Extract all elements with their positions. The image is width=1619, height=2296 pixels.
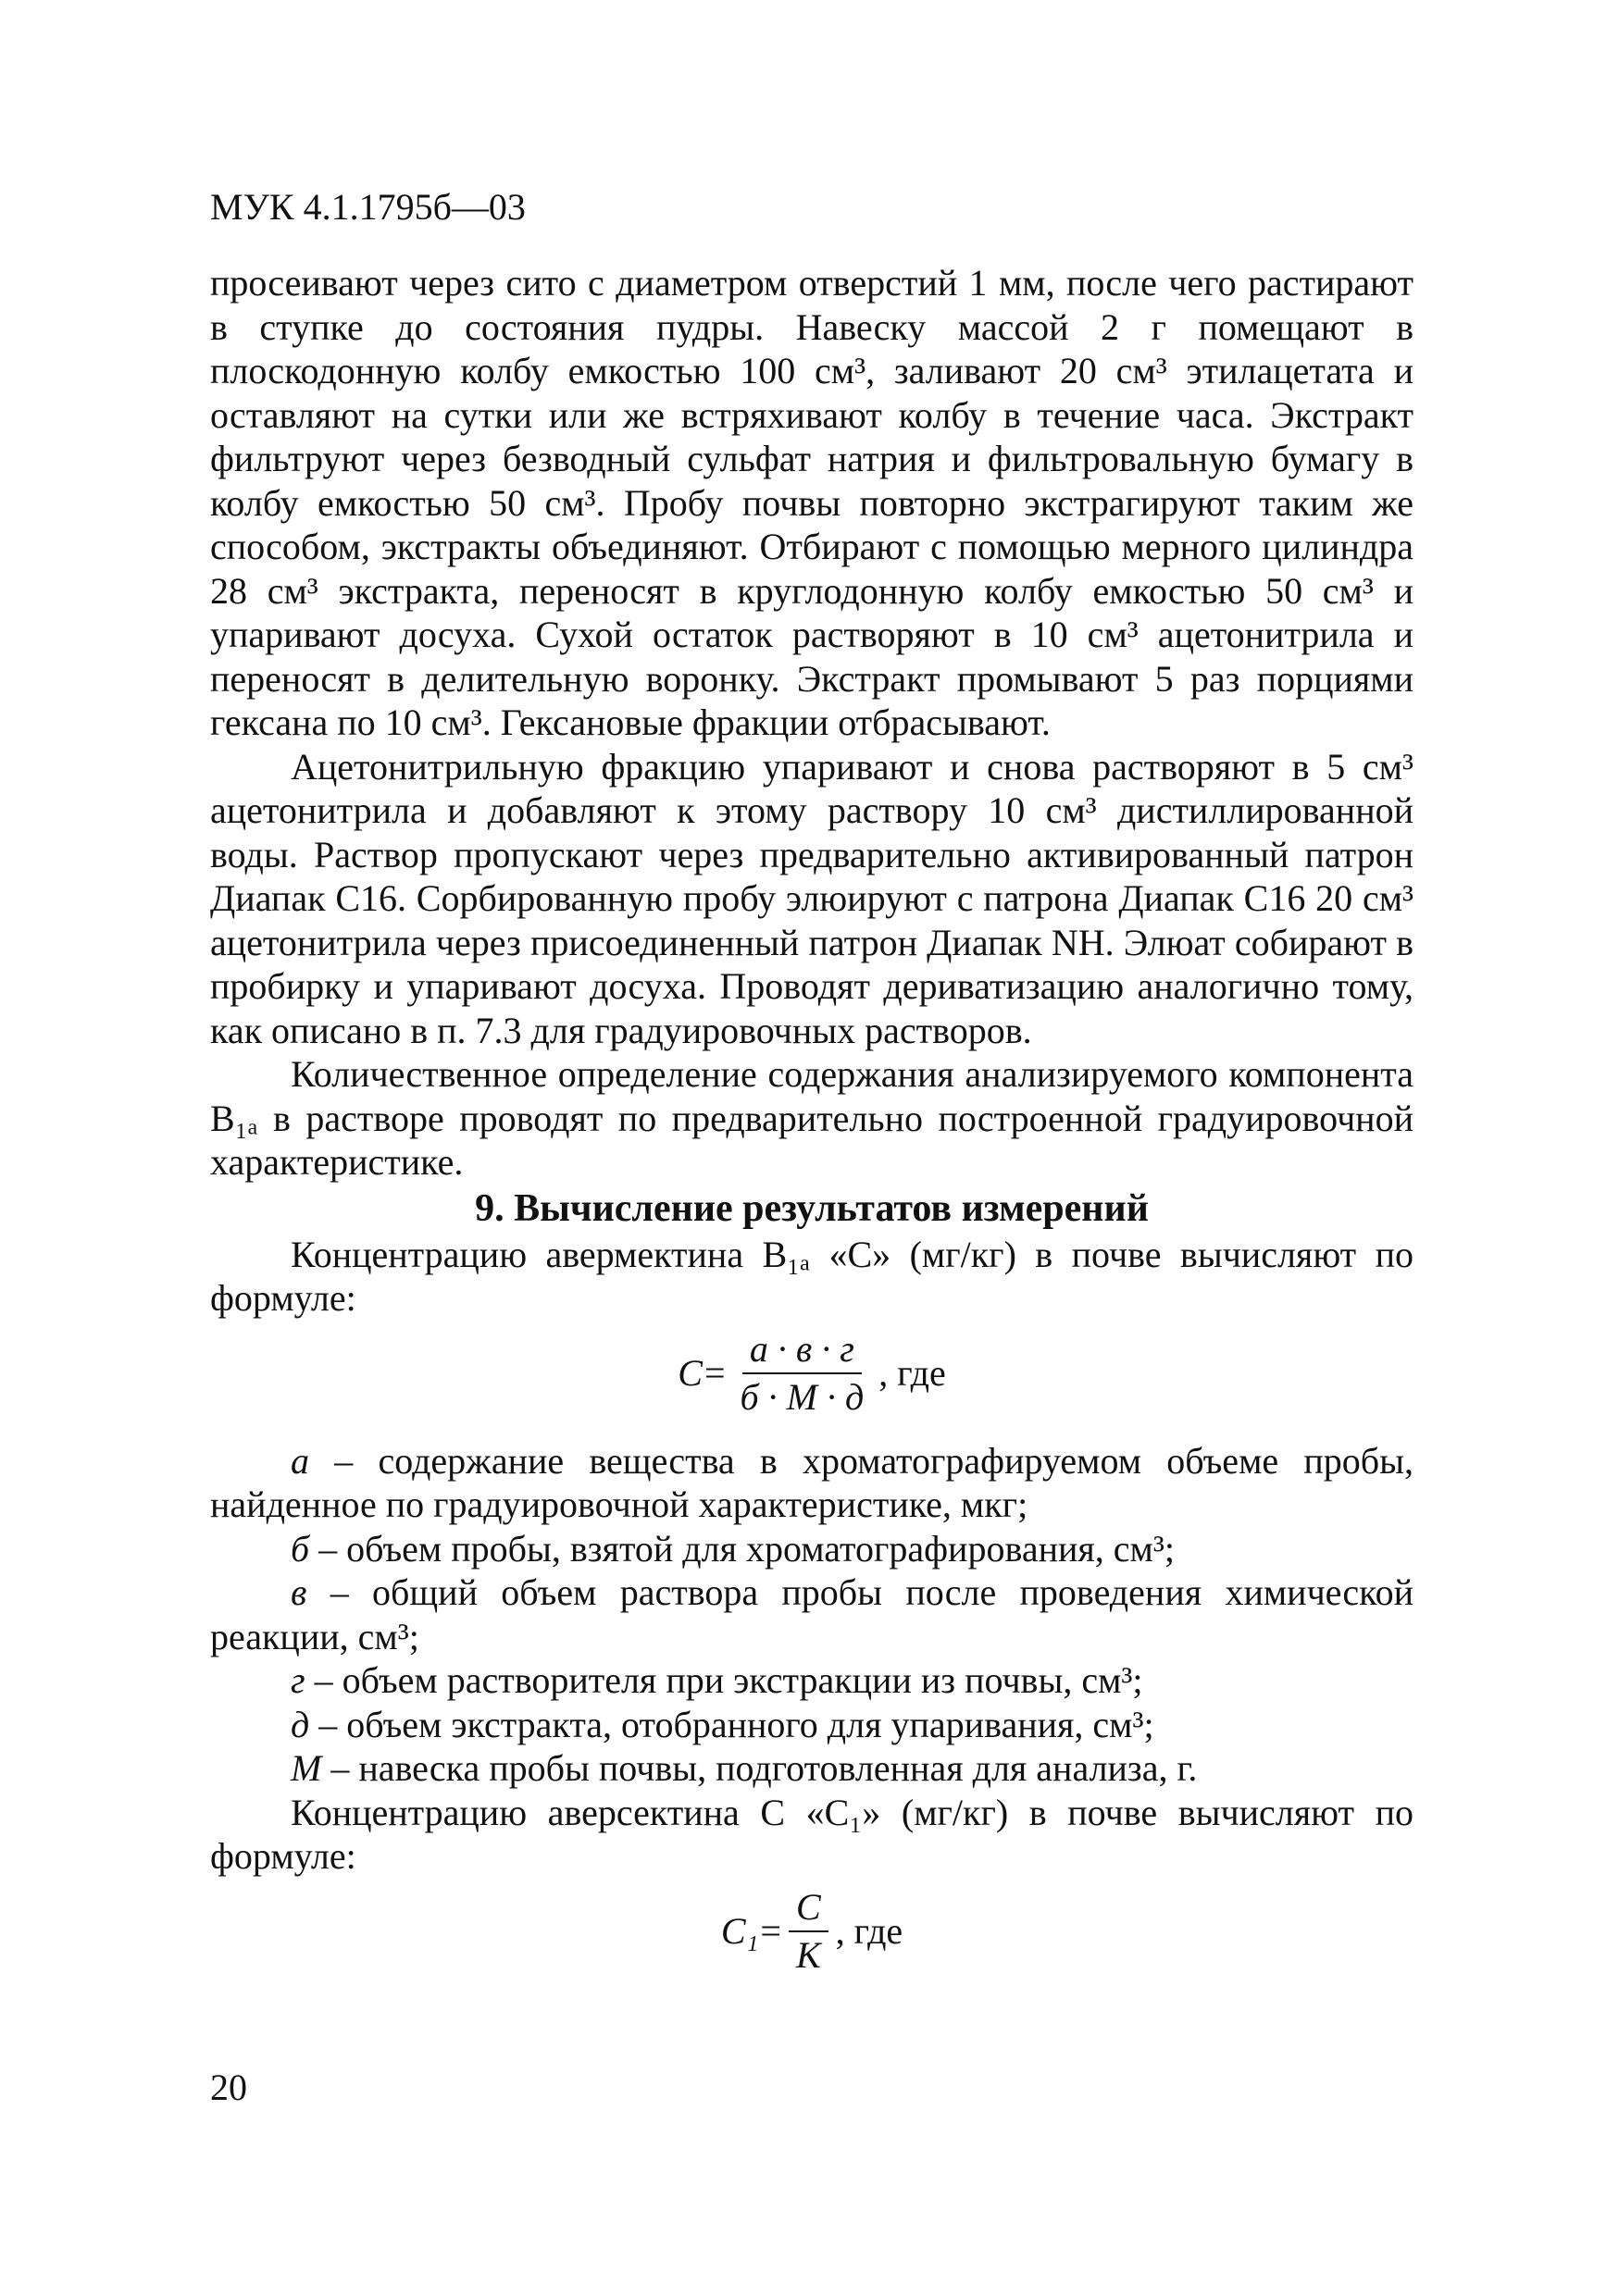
definition-symbol: М	[291, 1747, 322, 1789]
definition-text: – содержание вещества в хроматографируемом объеме пробы, найденное по градуировочной характеристике, мкг;	[210, 1439, 1414, 1525]
formula-numerator: C	[789, 1884, 828, 1932]
paragraph-extraction: просеивают через сито с диаметром отверстий 1 мм, после чего растирают в ступке до состояния пудры. Навеску массой 2 г помещают в плоскодонную колбу емкостью 100 см³, заливают 20 см³ этилацетата и оставляют на сутки или же встряхивают колбу в течение часа. Экстракт фильтруют через безводный сульфат натрия и фильтровальную бумагу в колбу емкостью 50 см³. Пробу почвы повторно экстрагируют таким же способом, экстракты объединяют. Отбирают с помощью мерного цилиндра 28 см³ экстракта, переносят в круглодонную колбу емкостью 50 см³ и упаривают досуха. Сухой остаток растворяют в 10 см³ ацетонитрила и переносят в делительную воронку. Экстракт промывают 5 раз порциями гексана по 10 см³. Гексановые фракции отбрасывают.	[210, 262, 1414, 743]
formula-aversectin	[210, 1884, 1414, 1979]
paragraph-quantitative: Количественное определение содержания анализируемого компонента B₁ₐ в растворе проводят по предварительно построенной градуировочной характеристике.	[210, 1053, 1414, 1183]
formula-lhs: C	[678, 1351, 703, 1394]
formula-numerator: а · в · г	[742, 1326, 862, 1374]
page-number: 20	[210, 2066, 247, 2108]
definition-g	[210, 1658, 1414, 1703]
formula-tail: , где	[835, 1909, 903, 1952]
definition-text: – объем пробы, взятой для хроматографирования, см³;	[309, 1527, 1175, 1570]
paragraph-acetonitrile-fraction: Ацетонитрильную фракцию упаривают и снова растворяют в 5 см³ ацетонитрила и добавляют к этому раствору 10 см³ дистиллированной воды. Раствор пропускают через предварительно активированный патрон Диапак С16. Сорбированную пробу элюируют с патрона Диапак С16 20 см³ ацетонитрила через присоединенный патрон Диапак NH. Элюат собирают в пробирку и упаривают досуха. Проводят дериватизацию аналогично тому, как описано в п. 7.3 для градуировочных растворов.	[210, 745, 1414, 1051]
definition-text: – навеска пробы почвы, подготовленная для анализа, г.	[321, 1747, 1198, 1789]
body-text	[210, 261, 1414, 1997]
formula-fraction	[789, 1884, 828, 1979]
section-heading: 9. Вычисление результатов измерений	[475, 1186, 1149, 1230]
definition-text: – объем растворителя при экстракции из почвы, см³;	[305, 1659, 1143, 1701]
definition-symbol: б	[291, 1527, 310, 1570]
definition-symbol: д	[291, 1703, 310, 1745]
definition-symbol: в	[291, 1571, 307, 1613]
formula-denominator: б · М · д	[740, 1375, 865, 1418]
formula-intro-avermectin: Концентрацию авермектина B₁ₐ «С» (мг/кг) в почве вычисляют по формуле:	[210, 1233, 1414, 1319]
formula-avermectin	[210, 1326, 1414, 1421]
formula-intro-aversectin: Концентрацию аверсектина С «C₁» (мг/кг) в почве вычисляют по формуле:	[210, 1791, 1414, 1877]
definition-symbol: г	[291, 1659, 305, 1701]
definition-m	[210, 1746, 1414, 1791]
definition-a	[210, 1439, 1414, 1527]
formula-lhs: C₁	[720, 1909, 759, 1952]
formula-denominator: K	[795, 1933, 821, 1976]
formula-equals: =	[760, 1909, 781, 1952]
definition-text: – общий объем раствора пробы после проведения химической реакции, см³;	[210, 1571, 1414, 1657]
formula-equals: =	[704, 1351, 726, 1394]
formula-tail: , где	[878, 1351, 946, 1394]
formula-fraction	[733, 1326, 872, 1421]
definition-text: – объем экстракта, отобранного для упаривания, см³;	[309, 1703, 1154, 1745]
definition-symbol: а	[291, 1439, 309, 1482]
definition-b	[210, 1527, 1414, 1571]
document-code-header: МУК 4.1.1795б—03	[210, 186, 526, 228]
definition-v	[210, 1570, 1414, 1658]
definition-d	[210, 1703, 1414, 1747]
